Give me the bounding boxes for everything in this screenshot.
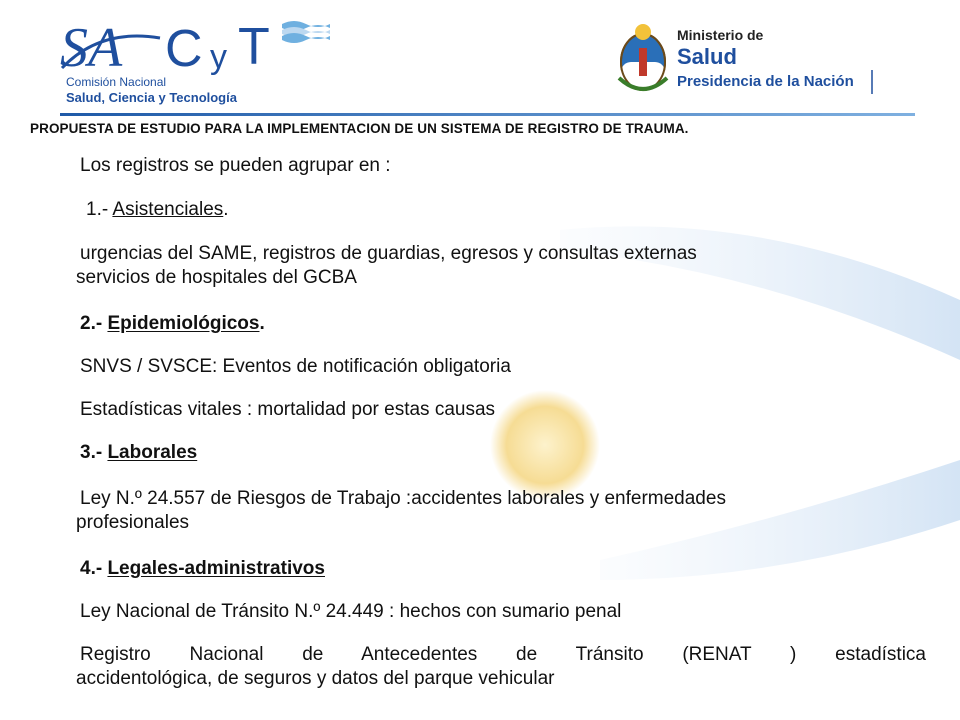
section-2-text-2: Estadísticas vitales : mortalidad por estas causas — [80, 399, 496, 420]
intro-line: Los registros se pueden agrupar en : — [80, 155, 391, 176]
svg-text:Ministerio de: Ministerio de — [677, 27, 764, 43]
section-4-text-2: Registro Nacional de Antecedentes de Tránsito (RENAT ) estadística accidentológica, de seguros y datos del parque vehicular — [76, 644, 926, 689]
section-1-text: urgencias del SAME, registros de guardias, egresos y consultas externas servicios de hospitales del GCBA — [76, 243, 697, 288]
ministerio-salud-logo — [615, 18, 895, 98]
header-rule — [60, 113, 915, 116]
header — [0, 0, 960, 136]
svg-text:y: y — [210, 38, 227, 76]
svg-text:Salud, Ciencia y Tecnología: Salud, Ciencia y Tecnología — [66, 90, 237, 105]
section-3-heading: 3.- Laborales — [80, 442, 198, 463]
svg-text:Presidencia de la Nación: Presidencia de la Nación — [677, 73, 854, 90]
svg-text:Salud: Salud — [677, 44, 737, 69]
section-4-text-1: Ley Nacional de Tránsito N.º 24.449 : hechos con sumario penal — [80, 601, 622, 622]
section-3-title: Laborales — [107, 442, 198, 463]
section-2-text-1: SNVS / SVSCE: Eventos de notificación obligatoria — [80, 356, 511, 377]
section-4-heading: 4.- Legales-administrativos — [80, 558, 325, 579]
document-title: PROPUESTA DE ESTUDIO PARA LA IMPLEMENTACION DE UN SISTEMA DE REGISTRO DE TRAUMA. — [30, 121, 689, 136]
section-1-title: Asistenciales — [112, 199, 224, 220]
section-4-title: Legales-administrativos — [107, 558, 325, 579]
svg-text:T: T — [238, 18, 270, 76]
svg-text:C: C — [165, 20, 203, 78]
section-1-heading: 1.- Asistenciales. — [86, 199, 229, 220]
section-3-text: Ley N.º 24.557 de Riesgos de Trabajo :accidentes laborales y enfermedades profesionales — [76, 488, 726, 533]
section-2-title: Epidemiológicos — [107, 313, 260, 334]
sacyt-logo — [60, 8, 360, 108]
section-2-heading: 2.- Epidemiológicos. — [80, 313, 265, 334]
svg-text:Comisión Nacional: Comisión Nacional — [66, 75, 167, 89]
escudo-icon — [619, 24, 667, 90]
svg-text:SA: SA — [60, 17, 123, 79]
